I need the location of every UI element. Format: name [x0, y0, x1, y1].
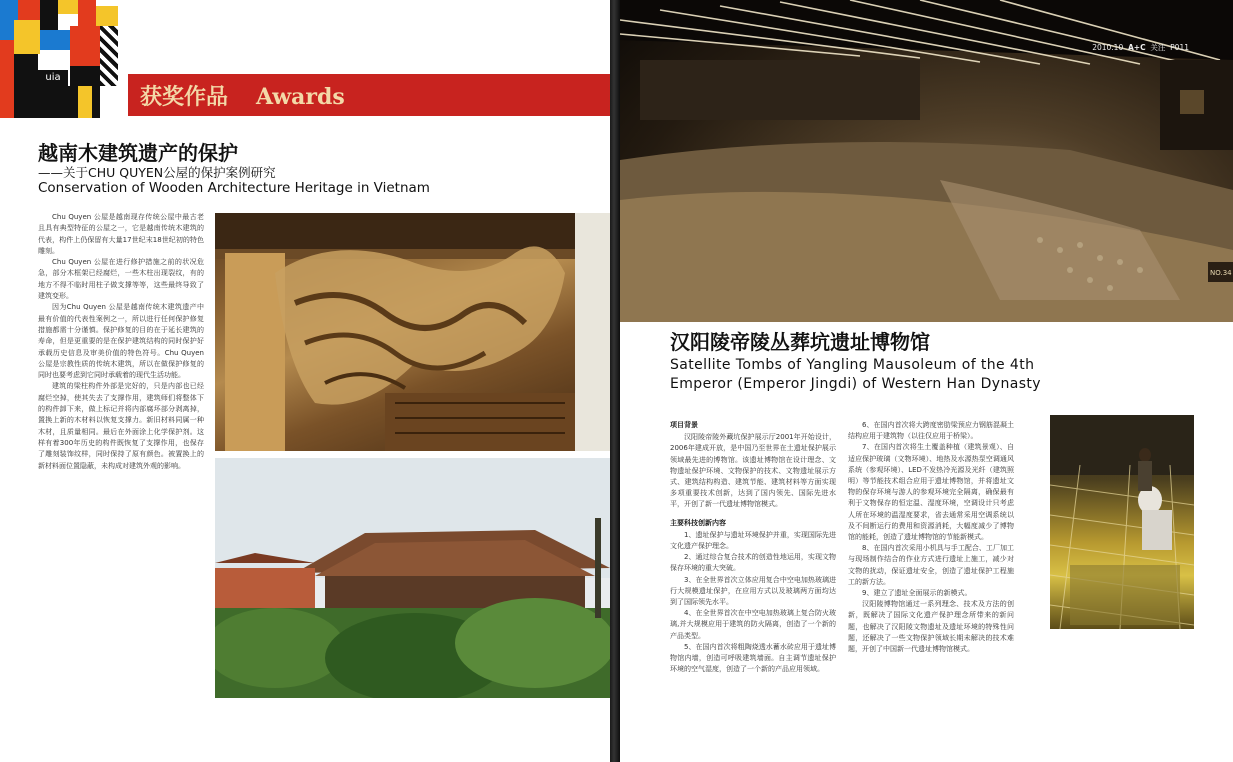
carved-bracket-photo: [215, 213, 610, 451]
article-title-cn: 汉阳陵帝陵丛葬坑遗址博物馆: [670, 330, 930, 354]
article-body: [38, 212, 204, 472]
article-title-cn: 越南木建筑遗产的保护: [38, 141, 238, 165]
article-subtitle-cn: ——关于CHU QUYEN公屋的保护案例研究: [38, 165, 276, 180]
section-title-en: Awards: [256, 84, 345, 110]
list-item: 7、在国内首次将生土覆盖种植（建筑景观）、自适应保护玻璃（文物环境）、地热及水源热泵空调通风系统（参观环境）、LED不发热冷光源及光纤（建筑照明）等节能技术组合应用于遗址博物馆，并将遗址文物的保存环境与游人的参观环境完全隔离，确保最有利于文物保存的恒定温、湿度环境，空调设计只考虑人所在环境的温湿度要求，省去通常采用空调系统以及不间断运行的费用和资源消耗，大幅度减少了博物馆的能耗，创造了遗址博物馆的节能新模式。: [848, 443, 1014, 542]
magazine-brand: A+C: [1128, 43, 1146, 52]
glass-walkway-photo: [1050, 415, 1194, 629]
paragraph: 汉阳陵帝陵外藏坑保护展示厅2001年开始设计，2006年建成开放，是中国乃至世界在土遗址保护展示领域最先进的博物馆。该遗址博物馆在设计理念、文物遗址保护环境、文物保护的技术、文物遗址展示方式、建筑结构构造、建筑节能、建筑材料等方面实现多项重要技术创新，达到了国内领先、国际先进水平，开创了新一代遗址博物馆模式。: [670, 433, 836, 509]
article-subtitle-en: [670, 356, 1110, 394]
article-subtitle-en: Conservation of Wooden Architecture Heritage in Vietnam: [38, 180, 430, 196]
page-number: P011: [1170, 43, 1189, 52]
section-title-cn: 获奖作品: [140, 84, 229, 110]
subtitle-line: Satellite Tombs of Yangling Mausoleum of the 4th: [670, 357, 1035, 373]
section-heading: 主要科技创新内容: [670, 518, 726, 527]
column-name: 关注: [1150, 43, 1166, 52]
list-item: 4、在全世界首次在中空电加热玻璃上复合防火玻璃,并大规模应用于建筑的防火隔离，创造了一个新的产品类型。: [670, 609, 836, 640]
list-item: 2、通过综合复合技术的创造性地运用，实现文物保存环境的重大突破。: [670, 553, 836, 573]
list-item: 3、在全世界首次立体应用复合中空电加热玻璃进行大规模遗址保护，在应用方式以及玻璃两方面均达到了国际领先水平。: [670, 575, 836, 607]
section-heading: 项目背景: [670, 421, 698, 429]
list-item: 8、在国内首次采用小机具与手工配合、工厂加工与现场制作结合的作业方式进行遗址上施工，减少对文物的扰动，保证遗址安全，创造了遗址保护工程施工的新方法。: [848, 544, 1014, 586]
paragraph: Chu Quyen 公屋在进行修护措施之前的状况危急，部分木框架已经腐烂，一些木柱出现裂纹，有的地方不得不临时用柱子做支撑等等，这些最终导致了建筑变形。: [38, 258, 204, 301]
page-header-info: [1092, 42, 1189, 53]
list-item: 6、在国内首次将大跨度密肋梁预应力钢筋混凝土结构应用于建筑物（以往仅应用于桥梁）。: [848, 421, 1014, 441]
subtitle-line: Emperor (Emperor Jingdi) of Western Han Dynasty: [670, 376, 1041, 392]
uia-logo: [0, 0, 118, 118]
paragraph: Chu Quyen 公屋是越南现存传统公屋中最古老且具有典型特征的公屋之一，它是越南传统木建筑的代表，构件上仍保留有大量17世纪末18世纪初的特色雕刻。: [38, 213, 204, 255]
logo-text: uia: [38, 70, 68, 86]
body-column-2: [848, 420, 1014, 655]
body-column-1: [670, 420, 836, 675]
paragraph: 汉阳陵博物馆通过一系列理念、技术及方法的创新，既解决了国际文化遗产保护理念所带来的新问题，也解决了汉阳陵文物遗址及遗址环境的特殊性问题，还解决了一些文物保护领域长期未解决的技术难题，开创了中国新一代遗址博物馆模式。: [848, 600, 1014, 654]
book-spine: [610, 0, 620, 762]
paragraph: 建筑的梁柱构件外部是完好的，只是内部也已经腐烂空掉，使其失去了支撑作用，建筑师们将整体下的构件卸下来，做上标记并将内部腐坏部分剥离掉，置换上新的木材料以恢复支撑力。新旧材料同属一种木材，且质量相同。最后在外面涂上化学保护剂。这样有着300年历史的构件既恢复了支撑作用，也保存了雕刻装饰纹样，同时保持了原有颜色。被置换上的新材料面位置隐蔽，未构成对建筑外观的影响。: [38, 382, 204, 470]
hero-sign: NO.34: [1210, 269, 1232, 277]
list-item: 1、遗址保护与遗址环境保护并重，实现国际先进文化遗产保护理念。: [670, 530, 836, 551]
paragraph: 因为Chu Quyen 公屋是越南传统木建筑遗产中最有价值的代表性案例之一，所以进行任何保护修复措施都需十分谨慎。保护修复的目的在于延长建筑的寿命，但是更重要的是在保护建筑结构的同时保护好承载历史信息及审美价值的特色符号。Chu Quyen 公屋是宗教性质的传统木建筑，所以在做保护修复的同时也要考虑到它同时承载着的现代生活功能。: [38, 303, 204, 380]
section-banner: [128, 74, 610, 116]
list-item: 9、建立了遗址全面展示的新模式。: [862, 589, 972, 598]
list-item: 5、在国内首次将粗陶烧透水蓄水砖应用于遗址博物馆内墙，创造可呼吸建筑墙面。自主调节遗址保护环境的空气湿度，创造了一个新的产品应用领域。: [670, 642, 836, 674]
issue-date: 2010.10: [1092, 43, 1124, 52]
communal-house-photo: [215, 458, 610, 698]
